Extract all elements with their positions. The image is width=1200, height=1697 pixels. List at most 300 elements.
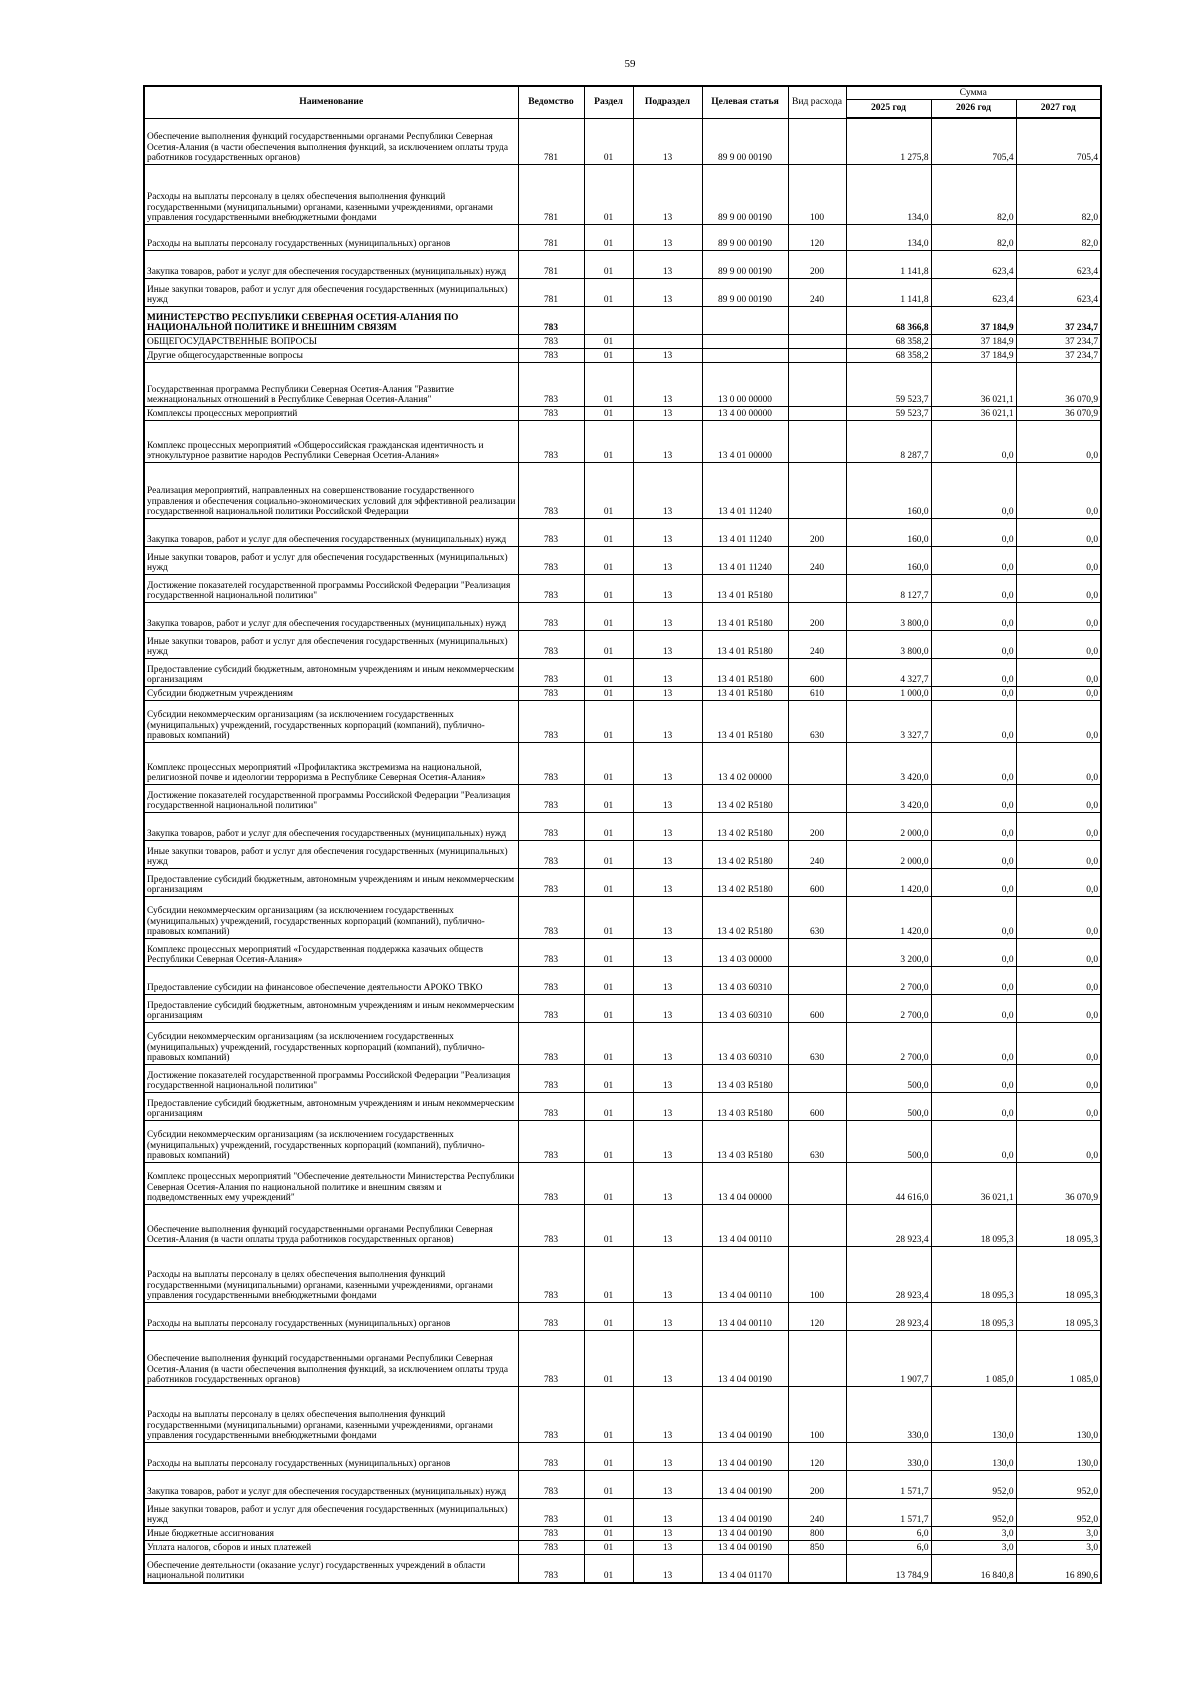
cell-sum-2027: 0,0 — [1016, 1121, 1101, 1163]
cell-target: 13 4 01 R5180 — [702, 659, 788, 687]
cell-sum-2025: 134,0 — [846, 225, 931, 251]
cell-podrazdel: 13 — [633, 1527, 702, 1541]
cell-target: 13 4 04 00190 — [702, 1471, 788, 1499]
cell-name: Расходы на выплаты персоналу в целях обеспечения выполнения функций государственными (муниципальными) органами, казенными учреждениями, органами управления государственными внебюджетными фондами — [144, 165, 518, 225]
cell-name: Комплекс процессных мероприятий «Государственная поддержка казачьих обществ Республики Северная Осетия-Алания» — [144, 939, 518, 967]
cell-sum-2025: 3 420,0 — [846, 743, 931, 785]
cell-vedomstvo: 783 — [518, 1065, 584, 1093]
cell-target: 13 4 03 60310 — [702, 995, 788, 1023]
cell-name: Расходы на выплаты персоналу государственных (муниципальных) органов — [144, 1303, 518, 1331]
cell-sum-2025: 2 000,0 — [846, 841, 931, 869]
cell-razdel: 01 — [584, 1303, 633, 1331]
cell-sum-2025: 2 700,0 — [846, 967, 931, 995]
cell-podrazdel: 13 — [633, 1331, 702, 1387]
cell-sum-2026: 37 184,9 — [931, 335, 1016, 349]
cell-vedomstvo: 783 — [518, 841, 584, 869]
cell-name: Субсидии некоммерческим организациям (за исключением государственных (муниципальных) учреждений, государственных корпораций (компаний), публично-правовых компаний) — [144, 1121, 518, 1163]
cell-sum-2026: 0,0 — [931, 967, 1016, 995]
cell-vid: 630 — [788, 701, 846, 743]
cell-target: 13 4 04 00190 — [702, 1443, 788, 1471]
cell-name: Предоставление субсидий бюджетным, автономным учреждениям и иным некоммерческим организациям — [144, 659, 518, 687]
cell-vid: 600 — [788, 869, 846, 897]
cell-razdel: 01 — [584, 1205, 633, 1247]
col-header-vid: Вид расхода — [788, 86, 846, 118]
cell-vid: 200 — [788, 251, 846, 279]
cell-sum-2025: 1 275,8 — [846, 118, 931, 165]
cell-sum-2026: 0,0 — [931, 631, 1016, 659]
cell-razdel: 01 — [584, 1163, 633, 1205]
cell-razdel: 01 — [584, 785, 633, 813]
cell-podrazdel: 13 — [633, 225, 702, 251]
cell-name: Закупка товаров, работ и услуг для обеспечения государственных (муниципальных) нужд — [144, 813, 518, 841]
cell-vedomstvo: 783 — [518, 813, 584, 841]
cell-vedomstvo: 783 — [518, 575, 584, 603]
cell-vid: 240 — [788, 279, 846, 307]
cell-sum-2025: 500,0 — [846, 1093, 931, 1121]
cell-razdel: 01 — [584, 897, 633, 939]
cell-podrazdel — [633, 335, 702, 349]
table-row — [144, 967, 1101, 995]
cell-sum-2025: 1 141,8 — [846, 279, 931, 307]
cell-razdel: 01 — [584, 1527, 633, 1541]
cell-name: Расходы на выплаты персоналу государственных (муниципальных) органов — [144, 225, 518, 251]
cell-name: Комплексы процессных мероприятий — [144, 407, 518, 421]
cell-razdel: 01 — [584, 995, 633, 1023]
cell-sum-2026: 0,0 — [931, 995, 1016, 1023]
cell-razdel: 01 — [584, 279, 633, 307]
table-row — [144, 225, 1101, 251]
cell-vedomstvo: 783 — [518, 1499, 584, 1527]
cell-sum-2026: 1 085,0 — [931, 1331, 1016, 1387]
cell-sum-2025: 2 700,0 — [846, 995, 931, 1023]
cell-podrazdel: 13 — [633, 1387, 702, 1443]
cell-vedomstvo: 783 — [518, 1555, 584, 1584]
cell-sum-2027: 130,0 — [1016, 1443, 1101, 1471]
cell-vid: 200 — [788, 519, 846, 547]
cell-name: Закупка товаров, работ и услуг для обеспечения государственных (муниципальных) нужд — [144, 1471, 518, 1499]
cell-vid: 200 — [788, 603, 846, 631]
cell-sum-2027: 16 890,6 — [1016, 1555, 1101, 1584]
cell-sum-2025: 4 327,7 — [846, 659, 931, 687]
cell-podrazdel: 13 — [633, 1303, 702, 1331]
cell-sum-2027: 0,0 — [1016, 659, 1101, 687]
cell-sum-2026: 0,0 — [931, 785, 1016, 813]
cell-target: 13 4 02 R5180 — [702, 813, 788, 841]
table-row — [144, 1065, 1101, 1093]
cell-vid: 120 — [788, 225, 846, 251]
cell-vedomstvo: 783 — [518, 1163, 584, 1205]
cell-sum-2026: 0,0 — [931, 687, 1016, 701]
cell-sum-2027: 0,0 — [1016, 603, 1101, 631]
cell-target: 13 4 04 00110 — [702, 1205, 788, 1247]
cell-razdel: 01 — [584, 1499, 633, 1527]
cell-name: Обеспечение выполнения функций государственными органами Республики Северная Осетия-Алания (в части обеспечения выполнения функций, за исключением оплаты труда работников государственных органов) — [144, 118, 518, 165]
cell-razdel: 01 — [584, 939, 633, 967]
cell-sum-2025: 1 907,7 — [846, 1331, 931, 1387]
cell-razdel: 01 — [584, 547, 633, 575]
cell-vedomstvo: 783 — [518, 307, 584, 335]
cell-vid: 240 — [788, 631, 846, 659]
cell-name: Предоставление субсидий бюджетным, автономным учреждениям и иным некоммерческим организациям — [144, 869, 518, 897]
cell-sum-2026: 3,0 — [931, 1541, 1016, 1555]
cell-target: 13 4 01 R5180 — [702, 701, 788, 743]
cell-name: Иные закупки товаров, работ и услуг для обеспечения государственных (муниципальных) нужд — [144, 1499, 518, 1527]
table-row — [144, 603, 1101, 631]
cell-vid: 600 — [788, 1093, 846, 1121]
cell-razdel: 01 — [584, 1023, 633, 1065]
cell-target: 13 4 03 R5180 — [702, 1065, 788, 1093]
cell-podrazdel: 13 — [633, 1023, 702, 1065]
cell-target: 13 4 04 00110 — [702, 1303, 788, 1331]
cell-vid: 120 — [788, 1303, 846, 1331]
cell-sum-2026: 0,0 — [931, 463, 1016, 519]
cell-sum-2025: 330,0 — [846, 1387, 931, 1443]
table-row — [144, 1471, 1101, 1499]
cell-sum-2025: 1 420,0 — [846, 897, 931, 939]
cell-target: 13 4 04 00190 — [702, 1331, 788, 1387]
cell-sum-2027: 0,0 — [1016, 631, 1101, 659]
cell-vid — [788, 421, 846, 463]
cell-sum-2025: 3 420,0 — [846, 785, 931, 813]
cell-vedomstvo: 783 — [518, 785, 584, 813]
cell-razdel: 01 — [584, 251, 633, 279]
cell-vedomstvo: 783 — [518, 1247, 584, 1303]
cell-podrazdel: 13 — [633, 1555, 702, 1584]
cell-sum-2026: 952,0 — [931, 1499, 1016, 1527]
table-row — [144, 118, 1101, 165]
cell-sum-2025: 1 571,7 — [846, 1499, 931, 1527]
cell-sum-2026: 36 021,1 — [931, 407, 1016, 421]
cell-vid: 240 — [788, 841, 846, 869]
col-header-2026: 2026 год — [931, 100, 1016, 119]
cell-razdel: 01 — [584, 659, 633, 687]
cell-target: 13 4 00 00000 — [702, 407, 788, 421]
table-row — [144, 1555, 1101, 1584]
cell-target: 13 4 02 R5180 — [702, 785, 788, 813]
table-row — [144, 1331, 1101, 1387]
cell-sum-2027: 0,0 — [1016, 841, 1101, 869]
cell-razdel: 01 — [584, 335, 633, 349]
col-header-vedomstvo: Ведомство — [518, 86, 584, 118]
cell-name: Иные бюджетные ассигнования — [144, 1527, 518, 1541]
cell-podrazdel: 13 — [633, 1205, 702, 1247]
cell-name: Достижение показателей государственной программы Российской Федерации "Реализация государственной национальной политики" — [144, 575, 518, 603]
cell-sum-2025: 28 923,4 — [846, 1247, 931, 1303]
cell-sum-2027: 3,0 — [1016, 1541, 1101, 1555]
cell-target: 13 4 01 11240 — [702, 547, 788, 575]
table-row — [144, 1023, 1101, 1065]
cell-razdel: 01 — [584, 1541, 633, 1555]
cell-sum-2027: 1 085,0 — [1016, 1331, 1101, 1387]
cell-podrazdel: 13 — [633, 1499, 702, 1527]
cell-sum-2027: 3,0 — [1016, 1527, 1101, 1541]
cell-sum-2027: 37 234,7 — [1016, 349, 1101, 363]
cell-razdel: 01 — [584, 1247, 633, 1303]
cell-sum-2027: 36 070,9 — [1016, 1163, 1101, 1205]
cell-razdel: 01 — [584, 421, 633, 463]
cell-name: Предоставление субсидий бюджетным, автономным учреждениям и иным некоммерческим организациям — [144, 995, 518, 1023]
cell-name: Уплата налогов, сборов и иных платежей — [144, 1541, 518, 1555]
cell-sum-2027: 623,4 — [1016, 279, 1101, 307]
cell-vid — [788, 1331, 846, 1387]
cell-sum-2027: 0,0 — [1016, 463, 1101, 519]
cell-target: 13 4 02 00000 — [702, 743, 788, 785]
cell-sum-2026: 37 184,9 — [931, 349, 1016, 363]
table-row — [144, 1163, 1101, 1205]
cell-vedomstvo: 783 — [518, 519, 584, 547]
cell-podrazdel: 13 — [633, 1443, 702, 1471]
cell-name: Субсидии некоммерческим организациям (за исключением государственных (муниципальных) учреждений, государственных корпораций (компаний), публично-правовых компаний) — [144, 1023, 518, 1065]
table-row — [144, 1303, 1101, 1331]
cell-razdel: 01 — [584, 967, 633, 995]
cell-target: 13 4 04 00190 — [702, 1527, 788, 1541]
table-row — [144, 869, 1101, 897]
cell-vedomstvo: 783 — [518, 421, 584, 463]
cell-target: 13 4 03 60310 — [702, 1023, 788, 1065]
cell-vid: 600 — [788, 659, 846, 687]
cell-podrazdel: 13 — [633, 701, 702, 743]
cell-sum-2026: 130,0 — [931, 1387, 1016, 1443]
cell-vedomstvo: 783 — [518, 363, 584, 407]
cell-razdel: 01 — [584, 349, 633, 363]
cell-name: Субсидии бюджетным учреждениям — [144, 687, 518, 701]
cell-name: Закупка товаров, работ и услуг для обеспечения государственных (муниципальных) нужд — [144, 603, 518, 631]
cell-sum-2026: 952,0 — [931, 1471, 1016, 1499]
cell-vid: 240 — [788, 1499, 846, 1527]
cell-sum-2026: 36 021,1 — [931, 1163, 1016, 1205]
table-row — [144, 1387, 1101, 1443]
cell-razdel: 01 — [584, 519, 633, 547]
cell-sum-2025: 3 800,0 — [846, 631, 931, 659]
cell-target — [702, 349, 788, 363]
cell-podrazdel: 13 — [633, 118, 702, 165]
cell-target: 13 4 02 R5180 — [702, 841, 788, 869]
cell-razdel: 01 — [584, 1471, 633, 1499]
cell-target: 13 4 03 60310 — [702, 967, 788, 995]
cell-target: 13 4 01 00000 — [702, 421, 788, 463]
cell-podrazdel: 13 — [633, 463, 702, 519]
table-row — [144, 463, 1101, 519]
table-body — [144, 118, 1101, 1583]
cell-razdel: 01 — [584, 1331, 633, 1387]
cell-podrazdel: 13 — [633, 869, 702, 897]
col-header-razdel: Раздел — [584, 86, 633, 118]
cell-sum-2025: 500,0 — [846, 1121, 931, 1163]
table-row — [144, 251, 1101, 279]
cell-vid — [788, 1205, 846, 1247]
cell-target: 89 9 00 00190 — [702, 279, 788, 307]
cell-vedomstvo: 781 — [518, 279, 584, 307]
cell-sum-2026: 0,0 — [931, 743, 1016, 785]
cell-vid — [788, 407, 846, 421]
table-row — [144, 939, 1101, 967]
cell-vedomstvo: 783 — [518, 547, 584, 575]
cell-sum-2026: 0,0 — [931, 869, 1016, 897]
cell-sum-2027: 0,0 — [1016, 687, 1101, 701]
cell-sum-2025: 68 358,2 — [846, 349, 931, 363]
cell-sum-2025: 500,0 — [846, 1065, 931, 1093]
cell-sum-2027: 952,0 — [1016, 1471, 1101, 1499]
table-row — [144, 995, 1101, 1023]
cell-sum-2025: 68 366,8 — [846, 307, 931, 335]
cell-name: Обеспечение выполнения функций государственными органами Республики Северная Осетия-Алания (в части обеспечения выполнения функций, за исключением оплаты труда работников государственных органов) — [144, 1331, 518, 1387]
cell-sum-2026: 18 095,3 — [931, 1247, 1016, 1303]
table-row — [144, 743, 1101, 785]
cell-vid — [788, 785, 846, 813]
cell-sum-2026: 82,0 — [931, 225, 1016, 251]
cell-target: 13 4 04 00190 — [702, 1387, 788, 1443]
cell-sum-2027: 37 234,7 — [1016, 307, 1101, 335]
cell-sum-2027: 0,0 — [1016, 519, 1101, 547]
cell-sum-2025: 160,0 — [846, 547, 931, 575]
cell-sum-2025: 160,0 — [846, 463, 931, 519]
cell-vedomstvo: 783 — [518, 349, 584, 363]
cell-sum-2027: 0,0 — [1016, 1023, 1101, 1065]
cell-target: 13 4 04 00000 — [702, 1163, 788, 1205]
cell-vedomstvo: 781 — [518, 251, 584, 279]
cell-sum-2026: 0,0 — [931, 841, 1016, 869]
cell-sum-2027: 36 070,9 — [1016, 363, 1101, 407]
cell-sum-2027: 623,4 — [1016, 251, 1101, 279]
cell-target: 13 4 01 R5180 — [702, 575, 788, 603]
cell-sum-2025: 8 287,7 — [846, 421, 931, 463]
cell-podrazdel: 13 — [633, 547, 702, 575]
cell-vid — [788, 118, 846, 165]
cell-vid — [788, 743, 846, 785]
cell-target: 13 4 04 00190 — [702, 1499, 788, 1527]
cell-name: Расходы на выплаты персоналу в целях обеспечения выполнения функций государственными (муниципальными) органами, казенными учреждениями, органами управления государственными внебюджетными фондами — [144, 1387, 518, 1443]
cell-sum-2027: 0,0 — [1016, 869, 1101, 897]
table-row — [144, 349, 1101, 363]
cell-sum-2025: 1 420,0 — [846, 869, 931, 897]
col-header-2027: 2027 год — [1016, 100, 1101, 119]
table-row — [144, 897, 1101, 939]
cell-podrazdel: 13 — [633, 841, 702, 869]
cell-razdel: 01 — [584, 575, 633, 603]
cell-razdel: 01 — [584, 407, 633, 421]
cell-vid: 100 — [788, 1387, 846, 1443]
cell-vid — [788, 1555, 846, 1584]
cell-podrazdel: 13 — [633, 1121, 702, 1163]
cell-name: ОБЩЕГОСУДАРСТВЕННЫЕ ВОПРОСЫ — [144, 335, 518, 349]
cell-razdel: 01 — [584, 165, 633, 225]
cell-target: 13 4 01 R5180 — [702, 603, 788, 631]
cell-vid: 630 — [788, 1121, 846, 1163]
cell-sum-2027: 0,0 — [1016, 575, 1101, 603]
cell-name: Достижение показателей государственной программы Российской Федерации "Реализация государственной национальной политики" — [144, 1065, 518, 1093]
cell-sum-2027: 37 234,7 — [1016, 335, 1101, 349]
col-header-podrazdel: Подраздел — [633, 86, 702, 118]
table-row — [144, 547, 1101, 575]
cell-target: 13 4 04 00190 — [702, 1541, 788, 1555]
cell-sum-2025: 1 571,7 — [846, 1471, 931, 1499]
cell-vedomstvo: 783 — [518, 701, 584, 743]
cell-podrazdel: 13 — [633, 1471, 702, 1499]
cell-sum-2026: 37 184,9 — [931, 307, 1016, 335]
cell-sum-2026: 0,0 — [931, 421, 1016, 463]
cell-name: Государственная программа Республики Северная Осетия-Алания "Развитие межнациональных отношений в Республике Северная Осетия-Алания" — [144, 363, 518, 407]
cell-target: 13 4 01 11240 — [702, 519, 788, 547]
table-header — [144, 86, 1101, 118]
cell-sum-2027: 0,0 — [1016, 701, 1101, 743]
cell-vedomstvo: 783 — [518, 687, 584, 701]
table-row — [144, 785, 1101, 813]
cell-vid: 200 — [788, 1471, 846, 1499]
cell-sum-2026: 0,0 — [931, 701, 1016, 743]
cell-sum-2025: 160,0 — [846, 519, 931, 547]
col-header-target: Целевая статья — [702, 86, 788, 118]
cell-sum-2026: 0,0 — [931, 1023, 1016, 1065]
cell-razdel — [584, 307, 633, 335]
cell-target: 13 4 01 11240 — [702, 463, 788, 519]
cell-vid — [788, 463, 846, 519]
cell-podrazdel: 13 — [633, 421, 702, 463]
cell-podrazdel: 13 — [633, 251, 702, 279]
table-row — [144, 421, 1101, 463]
page-number: 59 — [624, 58, 636, 70]
cell-sum-2025: 6,0 — [846, 1541, 931, 1555]
cell-razdel: 01 — [584, 813, 633, 841]
cell-vedomstvo: 783 — [518, 1387, 584, 1443]
cell-vid: 850 — [788, 1541, 846, 1555]
cell-sum-2027: 705,4 — [1016, 118, 1101, 165]
cell-razdel: 01 — [584, 1387, 633, 1443]
cell-vid: 800 — [788, 1527, 846, 1541]
cell-target: 13 4 04 01170 — [702, 1555, 788, 1584]
cell-sum-2025: 59 523,7 — [846, 363, 931, 407]
cell-podrazdel: 13 — [633, 897, 702, 939]
table-row — [144, 1093, 1101, 1121]
cell-name: Расходы на выплаты персоналу в целях обеспечения выполнения функций государственными (муниципальными) органами, казенными учреждениями, органами управления государственными внебюджетными фондами — [144, 1247, 518, 1303]
cell-target: 13 4 03 00000 — [702, 939, 788, 967]
table-row — [144, 631, 1101, 659]
cell-vid: 630 — [788, 1023, 846, 1065]
cell-vid: 630 — [788, 897, 846, 939]
cell-name: Иные закупки товаров, работ и услуг для обеспечения государственных (муниципальных) нужд — [144, 631, 518, 659]
cell-name: Субсидии некоммерческим организациям (за исключением государственных (муниципальных) учреждений, государственных корпораций (компаний), публично-правовых компаний) — [144, 701, 518, 743]
cell-sum-2026: 0,0 — [931, 575, 1016, 603]
cell-sum-2027: 18 095,3 — [1016, 1205, 1101, 1247]
cell-razdel: 01 — [584, 1121, 633, 1163]
cell-vid: 200 — [788, 813, 846, 841]
cell-sum-2026: 0,0 — [931, 519, 1016, 547]
cell-name: Иные закупки товаров, работ и услуг для обеспечения государственных (муниципальных) нужд — [144, 841, 518, 869]
cell-target: 13 4 03 R5180 — [702, 1093, 788, 1121]
table-row — [144, 363, 1101, 407]
cell-sum-2025: 68 358,2 — [846, 335, 931, 349]
cell-target — [702, 307, 788, 335]
cell-podrazdel: 13 — [633, 939, 702, 967]
cell-name: Иные закупки товаров, работ и услуг для обеспечения государственных (муниципальных) нужд — [144, 547, 518, 575]
cell-razdel: 01 — [584, 225, 633, 251]
cell-razdel: 01 — [584, 1443, 633, 1471]
cell-sum-2026: 0,0 — [931, 813, 1016, 841]
cell-sum-2027: 0,0 — [1016, 897, 1101, 939]
cell-razdel: 01 — [584, 631, 633, 659]
cell-name: Достижение показателей государственной программы Российской Федерации "Реализация государственной национальной политики" — [144, 785, 518, 813]
cell-name: Закупка товаров, работ и услуг для обеспечения государственных (муниципальных) нужд — [144, 519, 518, 547]
cell-sum-2026: 36 021,1 — [931, 363, 1016, 407]
cell-sum-2026: 705,4 — [931, 118, 1016, 165]
cell-razdel: 01 — [584, 463, 633, 519]
cell-vedomstvo: 783 — [518, 1205, 584, 1247]
cell-sum-2025: 1 141,8 — [846, 251, 931, 279]
table-row — [144, 335, 1101, 349]
table-row — [144, 407, 1101, 421]
cell-podrazdel: 13 — [633, 407, 702, 421]
cell-vedomstvo: 783 — [518, 659, 584, 687]
cell-razdel: 01 — [584, 1555, 633, 1584]
